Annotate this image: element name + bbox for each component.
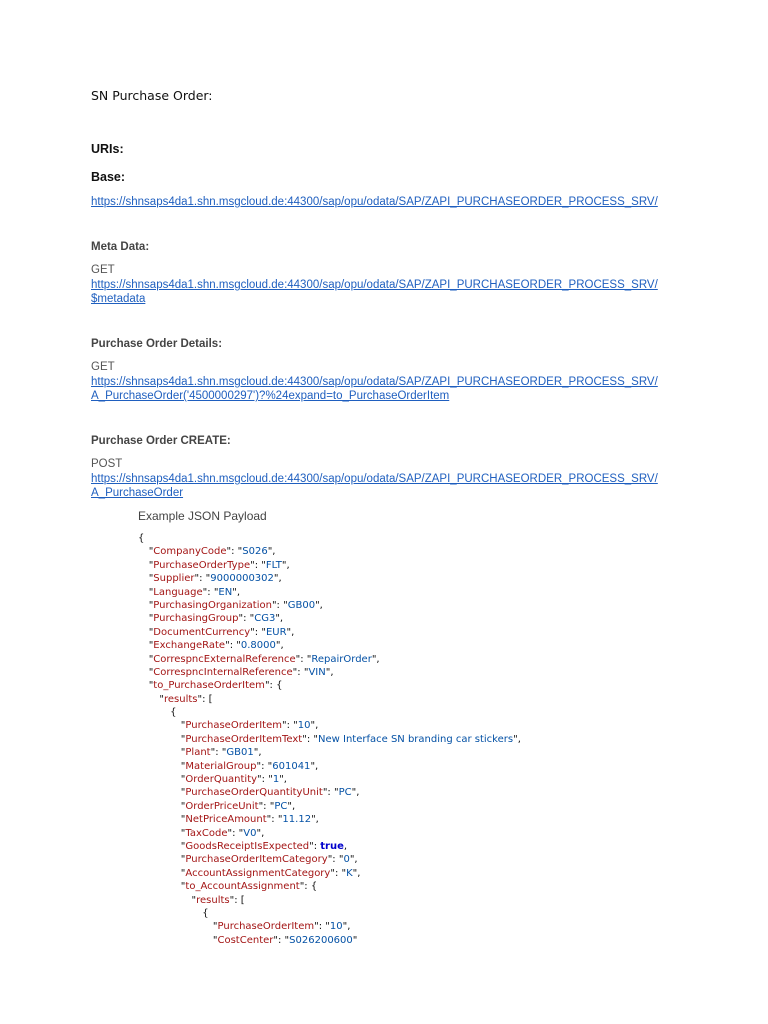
code-line: "Language": "EN", xyxy=(148,586,241,598)
json-key: Plant xyxy=(185,747,211,759)
json-key: PurchaseOrderItem xyxy=(185,720,282,732)
json-value: 0 xyxy=(343,854,350,866)
json-key: PurchaseOrderItemCategory xyxy=(185,854,328,866)
json-key: PurchasingOrganization xyxy=(153,599,272,611)
json-value: 10 xyxy=(297,720,311,732)
json-key: PurchaseOrderQuantityUnit xyxy=(185,787,323,799)
json-value: 11.12 xyxy=(282,814,312,826)
json-value: V0 xyxy=(243,827,257,839)
code-line xyxy=(138,907,521,920)
json-value: PC xyxy=(274,800,288,812)
code-line: "AccountAssignmentCategory": "K", xyxy=(180,867,361,879)
json-value: GB01 xyxy=(226,747,254,759)
json-key: CorrespncExternalReference xyxy=(153,653,296,665)
json-value: 10 xyxy=(329,921,343,933)
code-line: "results": [ xyxy=(159,693,213,705)
json-key: CompanyCode xyxy=(153,546,227,558)
code-line: "CorrespncInternalReference": "VIN", xyxy=(148,666,334,678)
metadata-method: GET xyxy=(91,264,115,276)
json-key: NetPriceAmount xyxy=(185,814,267,826)
json-value: 1 xyxy=(272,774,280,786)
json-key: ExchangeRate xyxy=(153,640,226,652)
json-key: results xyxy=(164,693,198,705)
json-value: EN xyxy=(218,586,233,598)
json-value: GB00 xyxy=(287,599,316,611)
json-key: to_PurchaseOrderItem xyxy=(153,680,265,692)
json-bracket: { xyxy=(202,907,209,919)
code-line: "PurchasingGroup": "CG3", xyxy=(148,613,284,625)
json-value: New Interface SN branding car stickers xyxy=(318,733,514,745)
json-bracket: [ xyxy=(208,693,213,705)
code-line: "GoodsReceiptIsExpected": true, xyxy=(180,840,348,852)
json-key: MaterialGroup xyxy=(185,760,257,772)
metadata-url-line2: $metadata xyxy=(91,293,146,305)
code-line: "CorrespncExternalReference": "RepairOrder", xyxy=(148,653,380,665)
details-method: GET xyxy=(91,361,115,373)
json-key: DocumentCurrency xyxy=(153,626,251,638)
code-line: "Plant": "GB01", xyxy=(180,747,262,759)
code-line: "PurchaseOrderType": "FLT", xyxy=(148,559,290,571)
json-key: Supplier xyxy=(153,573,195,585)
json-key: Language xyxy=(153,586,203,598)
json-value: S026 xyxy=(242,546,268,558)
document-title: SN Purchase Order: xyxy=(91,88,213,103)
base-url-link[interactable]: https://shnsaps4da1.shn.msgcloud.de:44300/sap/opu/odata/SAP/ZAPI_PURCHASEORDER_PROCESS_SRV/ xyxy=(91,196,658,208)
code-line: "PurchasingOrganization": "GB00", xyxy=(148,599,323,611)
json-key: CostCenter xyxy=(217,934,274,946)
code-line: "CostCenter": "S026200600" xyxy=(212,934,358,946)
code-line: "CompanyCode": "S026", xyxy=(148,546,276,558)
code-line: "to_AccountAssignment": { xyxy=(180,881,318,893)
code-line: "PurchaseOrderItem": "10", xyxy=(180,720,319,732)
json-bool-value: true xyxy=(320,840,344,852)
base-heading: Base: xyxy=(91,170,126,184)
create-url-link[interactable] xyxy=(91,472,671,500)
json-value: PC xyxy=(338,787,352,799)
create-method: POST xyxy=(91,458,123,470)
create-url-line2: A_PurchaseOrder xyxy=(91,487,184,499)
json-bracket: [ xyxy=(240,894,245,906)
create-heading: Purchase Order CREATE: xyxy=(91,435,231,447)
example-payload-label: Example JSON Payload xyxy=(138,509,267,523)
json-key: results xyxy=(196,894,230,906)
json-payload-code xyxy=(138,532,521,947)
code-line: "OrderPriceUnit": "PC", xyxy=(180,800,296,812)
json-key: PurchaseOrderType xyxy=(153,559,251,571)
code-line: "PurchaseOrderQuantityUnit": "PC", xyxy=(180,787,360,799)
code-line: "to_PurchaseOrderItem": { xyxy=(148,680,283,692)
json-value: 9000000302 xyxy=(210,573,274,585)
uris-heading: URIs: xyxy=(91,142,124,156)
json-key: to_AccountAssignment xyxy=(185,881,300,893)
json-value: S026200600 xyxy=(289,934,353,946)
code-line: "NetPriceAmount": "11.12", xyxy=(180,814,319,826)
json-key: OrderPriceUnit xyxy=(185,800,259,812)
code-line: "OrderQuantity": "1", xyxy=(180,774,287,786)
code-line xyxy=(138,532,521,545)
create-url-line1: https://shnsaps4da1.shn.msgcloud.de:44300/sap/opu/odata/SAP/ZAPI_PURCHASEORDER_PROCESS_SRV/ xyxy=(91,473,658,485)
details-url-line1: https://shnsaps4da1.shn.msgcloud.de:44300/sap/opu/odata/SAP/ZAPI_PURCHASEORDER_PROCESS_SRV/ xyxy=(91,376,658,388)
code-line: "results": [ xyxy=(191,894,245,906)
json-value: FLT xyxy=(265,559,282,571)
json-bracket: { xyxy=(310,881,318,893)
metadata-url-link[interactable] xyxy=(91,278,671,306)
json-key: OrderQuantity xyxy=(185,774,258,786)
code-line xyxy=(138,706,521,719)
details-heading: Purchase Order Details: xyxy=(91,338,223,350)
json-value: K xyxy=(346,867,353,879)
json-value: 0.8000 xyxy=(240,640,276,652)
json-value: EUR xyxy=(265,626,287,638)
code-line: "Supplier": "9000000302", xyxy=(148,573,282,585)
json-key: PurchaseOrderItemText xyxy=(185,733,303,745)
json-bracket: { xyxy=(276,680,283,692)
code-line: "MaterialGroup": "601041", xyxy=(180,760,319,772)
json-key: PurchaseOrderItem xyxy=(217,921,315,933)
json-key: TaxCode xyxy=(185,827,228,839)
code-line: "TaxCode": "V0", xyxy=(180,827,265,839)
details-url-line2: A_PurchaseOrder('4500000297')?%24expand=to_PurchaseOrderItem xyxy=(91,390,450,402)
code-line: "PurchaseOrderItemText": "New Interface SN branding car stickers", xyxy=(180,733,521,745)
code-line: "ExchangeRate": "0.8000", xyxy=(148,640,284,652)
json-value: VIN xyxy=(308,666,326,678)
details-url-link[interactable] xyxy=(91,375,671,403)
code-line: "PurchaseOrderItemCategory": "0", xyxy=(180,854,358,866)
json-value: CG3 xyxy=(254,613,276,625)
json-key: CorrespncInternalReference xyxy=(153,666,293,678)
json-key: AccountAssignmentCategory xyxy=(185,867,331,879)
code-line: "PurchaseOrderItem": "10", xyxy=(212,921,351,933)
json-key: GoodsReceiptIsExpected xyxy=(185,840,310,852)
metadata-heading: Meta Data: xyxy=(91,241,150,253)
json-key: PurchasingGroup xyxy=(153,613,239,625)
metadata-url-line1: https://shnsaps4da1.shn.msgcloud.de:44300/sap/opu/odata/SAP/ZAPI_PURCHASEORDER_PROCESS_SRV/ xyxy=(91,279,658,291)
json-bracket: { xyxy=(138,533,145,544)
json-value: 601041 xyxy=(272,760,311,772)
json-bracket: { xyxy=(170,707,177,719)
json-value: RepairOrder xyxy=(311,653,372,665)
code-line: "DocumentCurrency": "EUR", xyxy=(148,626,295,638)
